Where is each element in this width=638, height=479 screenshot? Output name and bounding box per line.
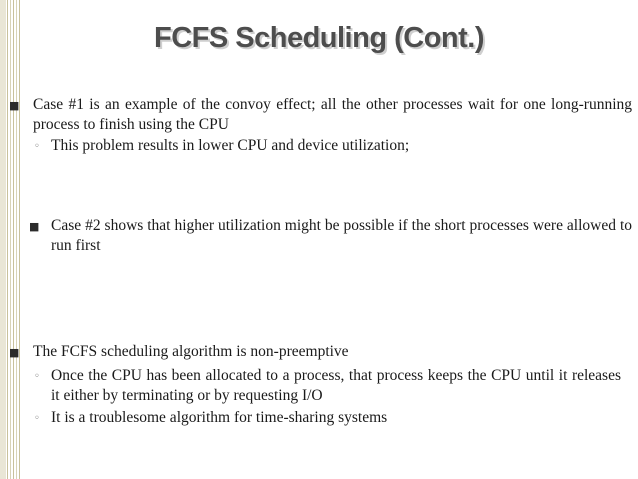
- left-border-stripe: [0, 0, 6, 479]
- bullet-item: [29, 216, 632, 256]
- sub-bullet-item: [34, 136, 611, 156]
- left-border-rule: [16, 0, 17, 479]
- hollow-circle-bullet-icon: ◦: [34, 141, 40, 152]
- filled-square-bullet-icon: ■: [9, 346, 20, 359]
- left-border-rule: [7, 0, 8, 479]
- left-border-rule: [10, 0, 11, 479]
- left-border-rule: [13, 0, 14, 479]
- bullet-text: Case #1 is an example of the convoy effect; all the other processes wait for one long-running process to finish using the CPU: [33, 96, 632, 133]
- bullet-item: [9, 342, 623, 362]
- filled-square-bullet-icon: ■: [9, 99, 20, 112]
- bullet-text: The FCFS scheduling algorithm is non-preemptive: [33, 343, 349, 360]
- left-border-rule: [19, 0, 20, 479]
- slide-title: FCFS Scheduling (Cont.): [153, 22, 484, 54]
- sub-bullet-item: [34, 366, 621, 406]
- filled-square-bullet-icon: ■: [29, 220, 40, 233]
- bullet-item: [9, 95, 632, 135]
- hollow-circle-bullet-icon: ◦: [34, 371, 40, 382]
- bullet-text: This problem results in lower CPU and device utilization;: [51, 137, 410, 154]
- hollow-circle-bullet-icon: ◦: [34, 413, 40, 424]
- sub-bullet-item: [34, 408, 611, 428]
- bullet-text: Once the CPU has been allocated to a process, that process keeps the CPU until it releases it either by terminating or by requesting I/O: [51, 367, 621, 404]
- bullet-text: Case #2 shows that higher utilization might be possible if the short processes were allowed to run first: [51, 217, 632, 254]
- bullet-text: It is a troublesome algorithm for time-sharing systems: [51, 409, 388, 426]
